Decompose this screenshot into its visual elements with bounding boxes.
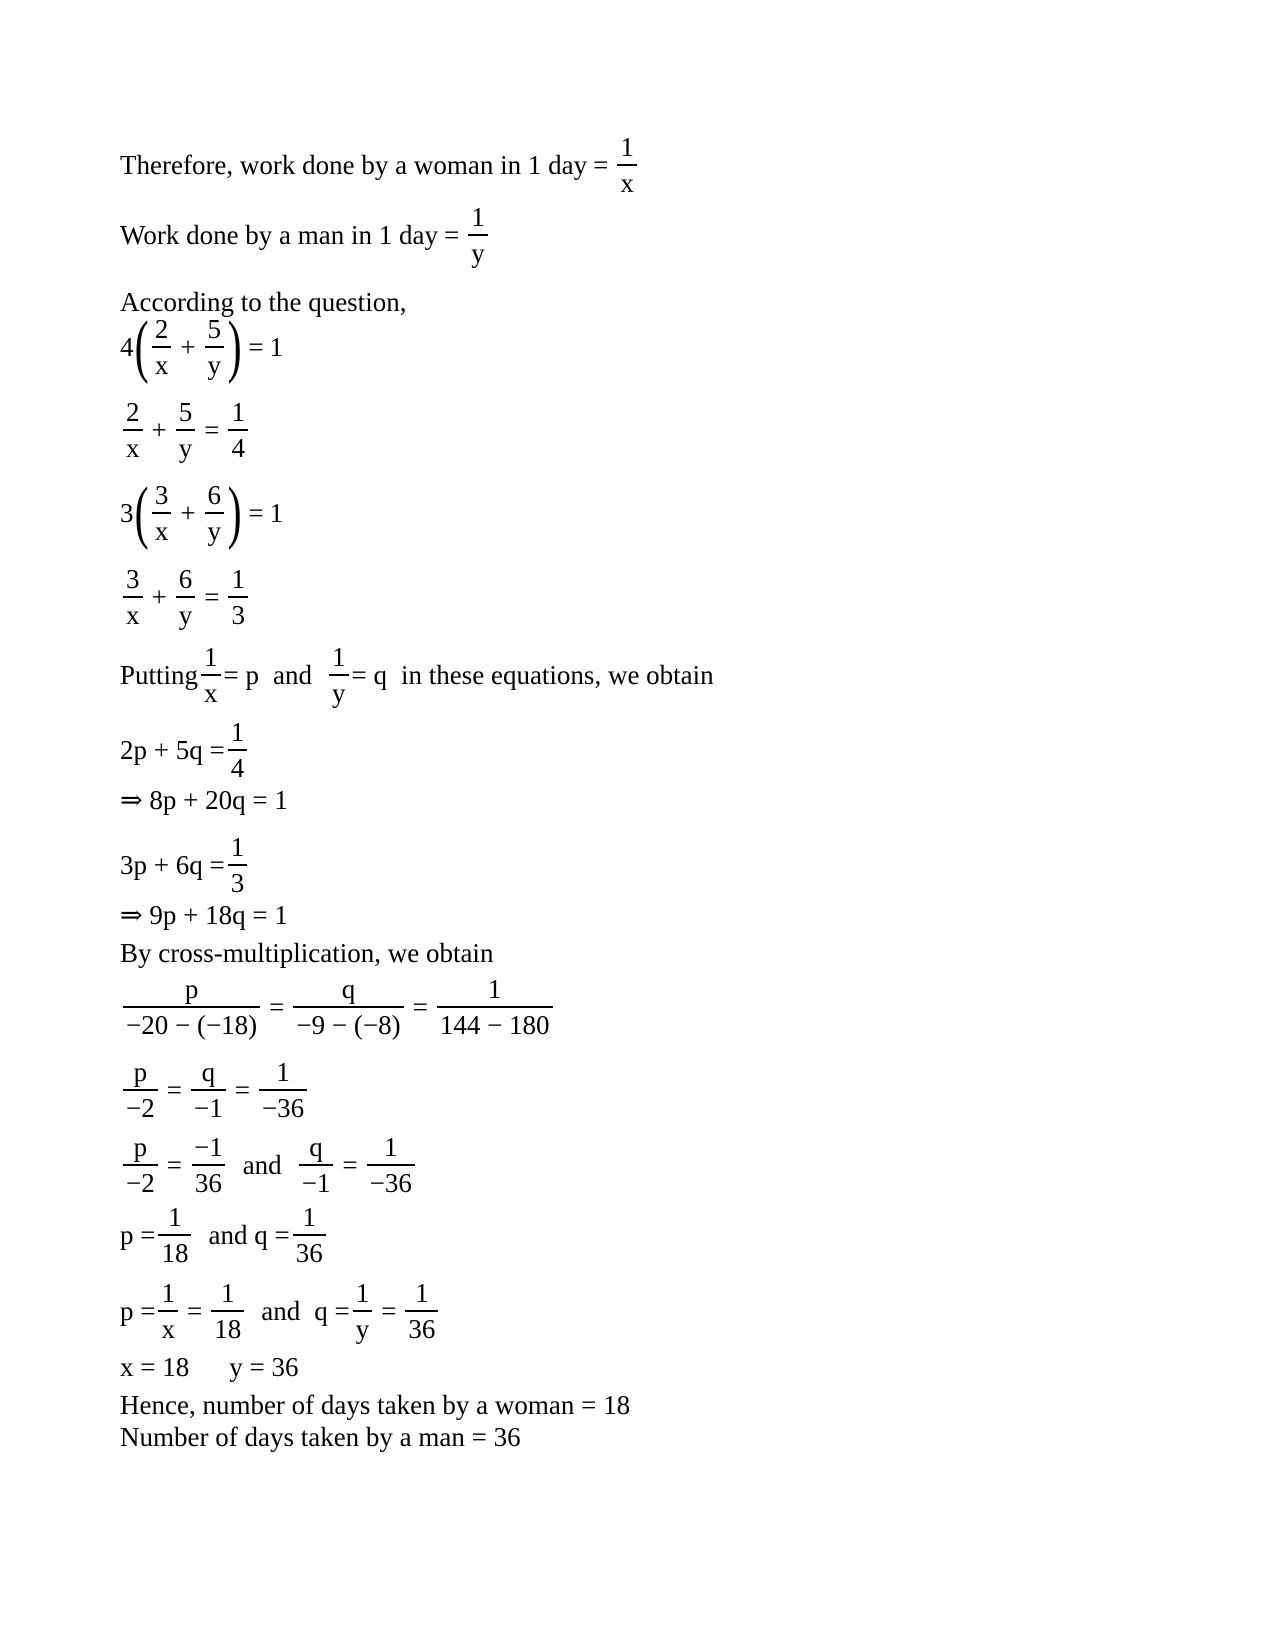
denominator: x <box>152 512 172 548</box>
equation-13 <box>120 1276 441 1346</box>
denominator: y <box>205 512 225 548</box>
text: 3p + 6q = <box>120 849 225 880</box>
fraction <box>468 200 488 270</box>
fraction <box>152 312 172 382</box>
equation-3 <box>120 474 284 551</box>
equals: = <box>248 497 264 528</box>
fraction <box>123 972 260 1042</box>
coefficient: 3 <box>120 497 134 528</box>
denominator: y <box>353 1310 373 1346</box>
equation-1 <box>120 308 284 385</box>
plus: + <box>180 497 196 528</box>
text: p = <box>120 1219 156 1250</box>
left-paren: ( <box>134 308 149 385</box>
equals: = <box>269 991 285 1022</box>
text: and <box>273 659 312 690</box>
line-man-days <box>120 1422 521 1453</box>
text: Number of days taken by a man = 36 <box>120 1422 521 1452</box>
numerator: 6 <box>178 564 193 594</box>
fraction <box>228 715 248 785</box>
text: x = 18 <box>120 1352 190 1382</box>
equation-10 <box>120 1055 310 1125</box>
denominator: x <box>152 346 172 382</box>
text: y = 36 <box>229 1352 299 1382</box>
equation-11 <box>120 1130 418 1200</box>
equation-2 <box>120 395 251 465</box>
denominator: x <box>617 164 637 200</box>
line-woman-work <box>120 130 640 200</box>
denominator: 18 <box>211 1310 244 1346</box>
numerator: 1 <box>168 1202 182 1232</box>
equals: = <box>204 414 220 445</box>
fraction <box>228 395 248 465</box>
text: and q = <box>208 1219 290 1250</box>
equals: = <box>166 1074 182 1105</box>
text: Hence, number of days taken by a woman = 18 <box>120 1390 631 1420</box>
fraction <box>176 395 196 465</box>
fraction <box>176 562 196 632</box>
denominator: y <box>329 674 349 710</box>
numerator: 1 <box>487 974 502 1004</box>
equation-7 <box>120 830 250 900</box>
fraction <box>617 130 637 200</box>
text: in these equations, we obtain <box>400 659 714 690</box>
fraction <box>152 478 172 548</box>
denominator: 36 <box>293 1234 326 1270</box>
numerator: 2 <box>154 314 169 344</box>
fraction <box>228 562 248 632</box>
fraction <box>299 1130 334 1200</box>
numerator: 1 <box>230 717 245 747</box>
line-substitution <box>120 640 714 710</box>
numerator: q <box>309 1132 323 1162</box>
text: q = <box>314 1295 350 1326</box>
text: = p <box>223 659 260 690</box>
numerator: 6 <box>207 480 222 510</box>
denominator: y <box>468 234 488 270</box>
text: 2p + 5q = <box>120 734 225 765</box>
numerator: 1 <box>204 642 218 672</box>
denominator: −2 <box>123 1089 158 1125</box>
denominator: −36 <box>367 1164 415 1200</box>
numerator: −1 <box>193 1132 223 1162</box>
equals: = <box>412 991 428 1022</box>
denominator: −20 − (−18) <box>123 1006 260 1042</box>
equation-4 <box>120 562 251 632</box>
denominator: −9 − (−8) <box>293 1006 403 1042</box>
fraction <box>201 640 221 710</box>
numerator: 1 <box>231 564 245 594</box>
numerator: 1 <box>302 1202 316 1232</box>
line-man-work <box>120 200 491 270</box>
text: and <box>261 1295 301 1326</box>
text: ⇒ 8p + 20q = 1 <box>120 785 288 815</box>
numerator: q <box>201 1057 216 1087</box>
denominator: 144 − 180 <box>437 1006 553 1042</box>
equation-14 <box>120 1352 298 1383</box>
text: ⇒ 9p + 18q = 1 <box>120 900 288 930</box>
denominator: 3 <box>228 864 248 900</box>
fraction <box>123 395 143 465</box>
equals: = <box>342 1149 358 1180</box>
equals: = <box>593 149 609 180</box>
numerator: 1 <box>231 397 245 427</box>
equals: = <box>166 1149 182 1180</box>
fraction <box>158 1200 191 1270</box>
numerator: 1 <box>620 132 634 162</box>
numerator: 5 <box>207 314 222 344</box>
numerator: q <box>341 974 356 1004</box>
numerator: 1 <box>471 202 485 232</box>
right-paren: ) <box>227 474 242 551</box>
denominator: y <box>205 346 225 382</box>
left-paren: ( <box>134 474 149 551</box>
equation-6 <box>120 785 288 816</box>
denominator: 36 <box>405 1310 438 1346</box>
denominator: −1 <box>299 1164 334 1200</box>
equals: = <box>381 1295 397 1326</box>
rhs: 1 <box>269 331 284 362</box>
equals: = <box>444 219 460 250</box>
fraction <box>405 1276 438 1346</box>
equals: = <box>248 331 264 362</box>
text: Work done by a man in 1 day <box>120 219 439 250</box>
denominator: −2 <box>123 1164 158 1200</box>
fraction <box>123 562 143 632</box>
fraction <box>437 972 553 1042</box>
numerator: p <box>184 974 199 1004</box>
denominator: 3 <box>228 596 248 632</box>
numerator: 1 <box>161 1278 175 1308</box>
right-paren: ) <box>227 308 242 385</box>
denominator: 36 <box>192 1164 225 1200</box>
numerator: 2 <box>126 397 140 427</box>
fraction <box>205 312 225 382</box>
fraction <box>367 1130 415 1200</box>
fraction <box>123 1130 158 1200</box>
numerator: p <box>133 1132 148 1162</box>
fraction <box>329 640 349 710</box>
equals: = <box>234 1074 250 1105</box>
numerator: 5 <box>178 397 193 427</box>
numerator: 1 <box>220 1278 235 1308</box>
fraction <box>191 1130 226 1200</box>
equation-9 <box>120 972 556 1042</box>
denominator: x <box>201 674 221 710</box>
plus: + <box>151 414 167 445</box>
fraction <box>353 1276 373 1346</box>
text: Therefore, work done by a woman in 1 day <box>120 149 588 180</box>
denominator: 4 <box>228 429 248 465</box>
denominator: y <box>176 596 196 632</box>
rhs: 1 <box>269 497 284 528</box>
numerator: 3 <box>126 564 140 594</box>
numerator: 1 <box>384 1132 398 1162</box>
text: and <box>242 1149 282 1180</box>
denominator: −36 <box>259 1089 307 1125</box>
equation-8 <box>120 900 288 931</box>
plus: + <box>180 331 196 362</box>
denominator: −1 <box>191 1089 226 1125</box>
denominator: x <box>123 596 143 632</box>
text: Putting <box>120 659 199 690</box>
fraction <box>259 1055 307 1125</box>
fraction <box>191 1055 226 1125</box>
numerator: 1 <box>415 1278 429 1308</box>
text: By cross-multiplication, we obtain <box>120 938 494 968</box>
fraction <box>228 830 248 900</box>
plus: + <box>151 581 167 612</box>
text: According to the question, <box>120 287 407 317</box>
fraction <box>158 1276 178 1346</box>
fraction <box>293 972 403 1042</box>
equation-5 <box>120 715 250 785</box>
numerator: 1 <box>276 1057 290 1087</box>
equals: = <box>204 581 220 612</box>
text: = q <box>351 659 387 690</box>
fraction <box>293 1200 326 1270</box>
equation-12 <box>120 1200 329 1270</box>
denominator: y <box>176 429 196 465</box>
text: p = <box>120 1295 156 1326</box>
fraction <box>205 478 225 548</box>
denominator: 18 <box>158 1234 191 1270</box>
numerator: p <box>133 1057 148 1087</box>
numerator: 1 <box>230 832 245 862</box>
line-woman-days <box>120 1390 630 1421</box>
line-cross-multiplication <box>120 938 493 969</box>
fraction <box>123 1055 158 1125</box>
fraction <box>211 1276 244 1346</box>
denominator: 4 <box>228 749 248 785</box>
denominator: x <box>123 429 143 465</box>
numerator: 1 <box>355 1278 370 1308</box>
numerator: 1 <box>332 642 346 672</box>
coefficient: 4 <box>120 331 134 362</box>
equals: = <box>186 1295 203 1326</box>
numerator: 3 <box>154 480 169 510</box>
denominator: x <box>158 1310 178 1346</box>
